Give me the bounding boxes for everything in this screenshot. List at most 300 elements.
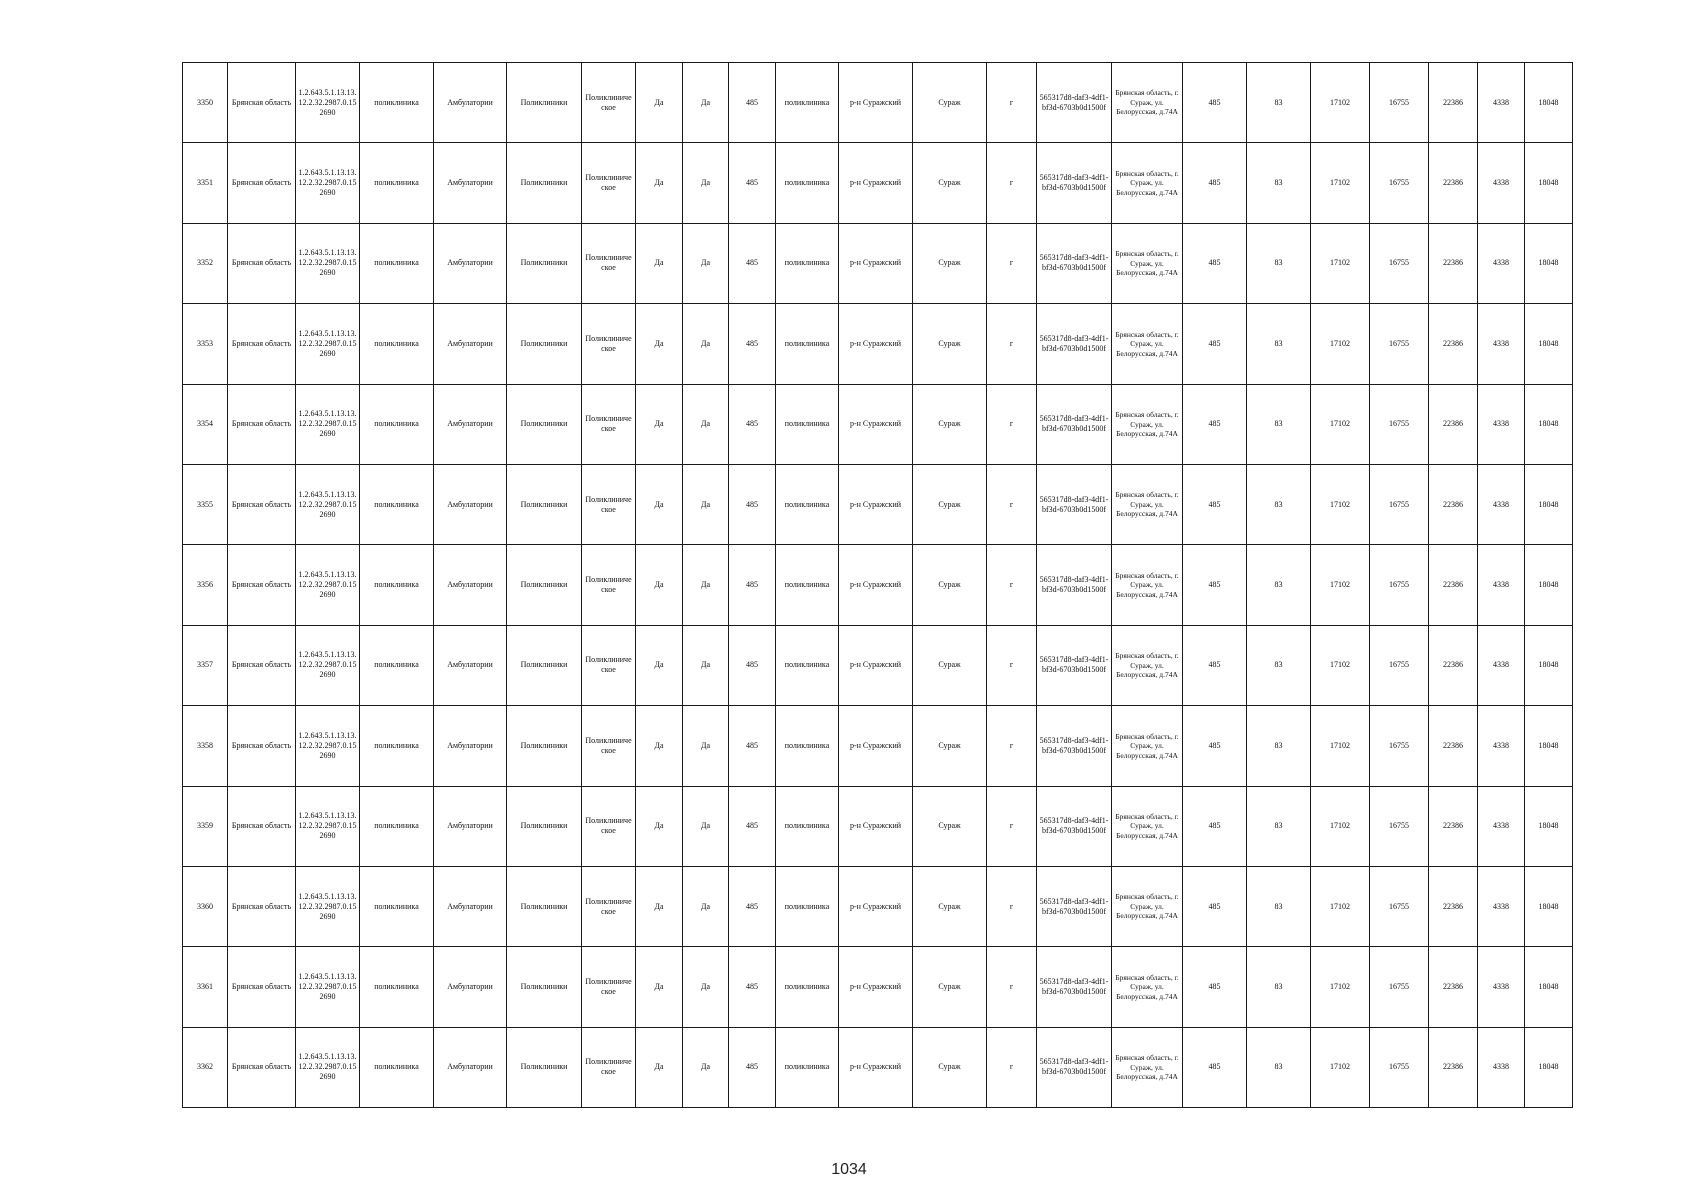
value1-cell: 485 <box>1183 384 1247 464</box>
guid-cell: 565317d8-daf3-4df1-bf3d-6703b0d1500f <box>1037 947 1112 1027</box>
value2-cell: 83 <box>1247 464 1311 544</box>
value7-cell: 18048 <box>1525 545 1573 625</box>
value6-cell: 4338 <box>1478 143 1525 223</box>
value3-cell: 17102 <box>1311 464 1370 544</box>
flag1-cell: Да <box>636 947 683 1027</box>
value3-cell: 17102 <box>1311 304 1370 384</box>
category-cell: Амбулатории <box>434 866 507 946</box>
category-cell: Амбулатории <box>434 786 507 866</box>
region-cell: Брянская область <box>228 866 296 946</box>
city-type-cell: г <box>987 223 1037 303</box>
city-cell: Сураж <box>913 143 987 223</box>
table-row <box>183 464 1573 544</box>
row-number: 3353 <box>183 304 228 384</box>
address-cell: Брянская область, г. Сураж, ул. Белорусская, д.74А <box>1112 786 1183 866</box>
table-row <box>183 866 1573 946</box>
address-cell: Брянская область, г. Сураж, ул. Белорусская, д.74А <box>1112 143 1183 223</box>
unit-cell: поликлиника <box>776 786 839 866</box>
type-cell: Поликлиники <box>507 866 582 946</box>
address-cell: Брянская область, г. Сураж, ул. Белорусская, д.74А <box>1112 947 1183 1027</box>
profile-cell: Поликлиническое <box>582 545 636 625</box>
city-type-cell: г <box>987 63 1037 143</box>
guid-cell: 565317d8-daf3-4df1-bf3d-6703b0d1500f <box>1037 223 1112 303</box>
guid-cell: 565317d8-daf3-4df1-bf3d-6703b0d1500f <box>1037 384 1112 464</box>
value1-cell: 485 <box>1183 625 1247 705</box>
value2-cell: 83 <box>1247 304 1311 384</box>
city-cell: Сураж <box>913 464 987 544</box>
district-cell: р-н Суражский <box>839 786 913 866</box>
unit-cell: поликлиника <box>776 866 839 946</box>
value6-cell: 4338 <box>1478 786 1525 866</box>
city-cell: Сураж <box>913 384 987 464</box>
oid-cell: 1.2.643.5.1.13.13.12.2.32.2987.0.152690 <box>296 464 360 544</box>
value6-cell: 4338 <box>1478 947 1525 1027</box>
region-cell: Брянская область <box>228 304 296 384</box>
district-cell: р-н Суражский <box>839 143 913 223</box>
unit-cell: поликлиника <box>776 545 839 625</box>
value1-cell: 485 <box>1183 1027 1247 1107</box>
value3-cell: 17102 <box>1311 1027 1370 1107</box>
unit-cell: поликлиника <box>776 1027 839 1107</box>
district-cell: р-н Суражский <box>839 464 913 544</box>
row-number: 3352 <box>183 223 228 303</box>
code-cell: 485 <box>729 947 776 1027</box>
value2-cell: 83 <box>1247 625 1311 705</box>
code-cell: 485 <box>729 464 776 544</box>
city-cell: Сураж <box>913 866 987 946</box>
address-cell: Брянская область, г. Сураж, ул. Белорусская, д.74А <box>1112 706 1183 786</box>
city-cell: Сураж <box>913 545 987 625</box>
data-table-sheet <box>182 62 1568 1108</box>
code-cell: 485 <box>729 1027 776 1107</box>
district-cell: р-н Суражский <box>839 1027 913 1107</box>
type-cell: Поликлиники <box>507 1027 582 1107</box>
value5-cell: 22386 <box>1429 947 1478 1027</box>
table-row <box>183 545 1573 625</box>
kind-cell: поликлиника <box>360 304 434 384</box>
kind-cell: поликлиника <box>360 464 434 544</box>
flag1-cell: Да <box>636 384 683 464</box>
region-cell: Брянская область <box>228 545 296 625</box>
guid-cell: 565317d8-daf3-4df1-bf3d-6703b0d1500f <box>1037 545 1112 625</box>
value3-cell: 17102 <box>1311 63 1370 143</box>
flag1-cell: Да <box>636 464 683 544</box>
table-row <box>183 947 1573 1027</box>
address-cell: Брянская область, г. Сураж, ул. Белорусская, д.74А <box>1112 866 1183 946</box>
table-body <box>183 63 1573 1108</box>
region-cell: Брянская область <box>228 706 296 786</box>
value5-cell: 22386 <box>1429 625 1478 705</box>
unit-cell: поликлиника <box>776 63 839 143</box>
kind-cell: поликлиника <box>360 866 434 946</box>
row-number: 3356 <box>183 545 228 625</box>
row-number: 3357 <box>183 625 228 705</box>
value3-cell: 17102 <box>1311 706 1370 786</box>
value5-cell: 22386 <box>1429 63 1478 143</box>
value4-cell: 16755 <box>1370 304 1429 384</box>
guid-cell: 565317d8-daf3-4df1-bf3d-6703b0d1500f <box>1037 143 1112 223</box>
kind-cell: поликлиника <box>360 625 434 705</box>
city-cell: Сураж <box>913 706 987 786</box>
address-cell: Брянская область, г. Сураж, ул. Белорусская, д.74А <box>1112 223 1183 303</box>
region-cell: Брянская область <box>228 786 296 866</box>
value4-cell: 16755 <box>1370 545 1429 625</box>
value4-cell: 16755 <box>1370 947 1429 1027</box>
records-table <box>182 62 1573 1108</box>
row-number: 3361 <box>183 947 228 1027</box>
city-type-cell: г <box>987 786 1037 866</box>
region-cell: Брянская область <box>228 143 296 223</box>
value4-cell: 16755 <box>1370 786 1429 866</box>
profile-cell: Поликлиническое <box>582 304 636 384</box>
flag1-cell: Да <box>636 866 683 946</box>
profile-cell: Поликлиническое <box>582 223 636 303</box>
city-cell: Сураж <box>913 304 987 384</box>
value1-cell: 485 <box>1183 464 1247 544</box>
profile-cell: Поликлиническое <box>582 866 636 946</box>
flag2-cell: Да <box>683 786 729 866</box>
flag1-cell: Да <box>636 223 683 303</box>
flag1-cell: Да <box>636 545 683 625</box>
value1-cell: 485 <box>1183 63 1247 143</box>
code-cell: 485 <box>729 63 776 143</box>
row-number: 3362 <box>183 1027 228 1107</box>
value7-cell: 18048 <box>1525 464 1573 544</box>
district-cell: р-н Суражский <box>839 384 913 464</box>
region-cell: Брянская область <box>228 384 296 464</box>
flag2-cell: Да <box>683 143 729 223</box>
address-cell: Брянская область, г. Сураж, ул. Белорусская, д.74А <box>1112 1027 1183 1107</box>
district-cell: р-н Суражский <box>839 947 913 1027</box>
category-cell: Амбулатории <box>434 143 507 223</box>
value4-cell: 16755 <box>1370 63 1429 143</box>
flag1-cell: Да <box>636 63 683 143</box>
value6-cell: 4338 <box>1478 706 1525 786</box>
kind-cell: поликлиника <box>360 143 434 223</box>
value4-cell: 16755 <box>1370 384 1429 464</box>
value2-cell: 83 <box>1247 866 1311 946</box>
unit-cell: поликлиника <box>776 384 839 464</box>
value3-cell: 17102 <box>1311 947 1370 1027</box>
flag2-cell: Да <box>683 1027 729 1107</box>
row-number: 3351 <box>183 143 228 223</box>
category-cell: Амбулатории <box>434 1027 507 1107</box>
city-type-cell: г <box>987 384 1037 464</box>
value1-cell: 485 <box>1183 143 1247 223</box>
value5-cell: 22386 <box>1429 786 1478 866</box>
flag1-cell: Да <box>636 1027 683 1107</box>
city-cell: Сураж <box>913 947 987 1027</box>
flag1-cell: Да <box>636 786 683 866</box>
value7-cell: 18048 <box>1525 866 1573 946</box>
value7-cell: 18048 <box>1525 947 1573 1027</box>
city-cell: Сураж <box>913 63 987 143</box>
region-cell: Брянская область <box>228 223 296 303</box>
value3-cell: 17102 <box>1311 223 1370 303</box>
value2-cell: 83 <box>1247 706 1311 786</box>
city-type-cell: г <box>987 545 1037 625</box>
value5-cell: 22386 <box>1429 304 1478 384</box>
value7-cell: 18048 <box>1525 304 1573 384</box>
city-type-cell: г <box>987 866 1037 946</box>
guid-cell: 565317d8-daf3-4df1-bf3d-6703b0d1500f <box>1037 866 1112 946</box>
city-cell: Сураж <box>913 625 987 705</box>
type-cell: Поликлиники <box>507 786 582 866</box>
profile-cell: Поликлиническое <box>582 63 636 143</box>
unit-cell: поликлиника <box>776 706 839 786</box>
page-number: 1034 <box>831 1161 867 1178</box>
oid-cell: 1.2.643.5.1.13.13.12.2.32.2987.0.152690 <box>296 786 360 866</box>
profile-cell: Поликлиническое <box>582 625 636 705</box>
district-cell: р-н Суражский <box>839 304 913 384</box>
value3-cell: 17102 <box>1311 143 1370 223</box>
flag2-cell: Да <box>683 464 729 544</box>
value4-cell: 16755 <box>1370 1027 1429 1107</box>
flag2-cell: Да <box>683 545 729 625</box>
code-cell: 485 <box>729 143 776 223</box>
district-cell: р-н Суражский <box>839 625 913 705</box>
value4-cell: 16755 <box>1370 464 1429 544</box>
value1-cell: 485 <box>1183 786 1247 866</box>
profile-cell: Поликлиническое <box>582 384 636 464</box>
address-cell: Брянская область, г. Сураж, ул. Белорусская, д.74А <box>1112 304 1183 384</box>
value4-cell: 16755 <box>1370 143 1429 223</box>
oid-cell: 1.2.643.5.1.13.13.12.2.32.2987.0.152690 <box>296 706 360 786</box>
city-type-cell: г <box>987 625 1037 705</box>
category-cell: Амбулатории <box>434 625 507 705</box>
region-cell: Брянская область <box>228 63 296 143</box>
category-cell: Амбулатории <box>434 706 507 786</box>
value7-cell: 18048 <box>1525 63 1573 143</box>
value6-cell: 4338 <box>1478 304 1525 384</box>
city-type-cell: г <box>987 464 1037 544</box>
value7-cell: 18048 <box>1525 223 1573 303</box>
value5-cell: 22386 <box>1429 1027 1478 1107</box>
address-cell: Брянская область, г. Сураж, ул. Белорусская, д.74А <box>1112 545 1183 625</box>
kind-cell: поликлиника <box>360 63 434 143</box>
profile-cell: Поликлиническое <box>582 464 636 544</box>
flag2-cell: Да <box>683 706 729 786</box>
guid-cell: 565317d8-daf3-4df1-bf3d-6703b0d1500f <box>1037 63 1112 143</box>
district-cell: р-н Суражский <box>839 706 913 786</box>
profile-cell: Поликлиническое <box>582 143 636 223</box>
oid-cell: 1.2.643.5.1.13.13.12.2.32.2987.0.152690 <box>296 625 360 705</box>
oid-cell: 1.2.643.5.1.13.13.12.2.32.2987.0.152690 <box>296 143 360 223</box>
district-cell: р-н Суражский <box>839 63 913 143</box>
type-cell: Поликлиники <box>507 304 582 384</box>
table-row <box>183 706 1573 786</box>
guid-cell: 565317d8-daf3-4df1-bf3d-6703b0d1500f <box>1037 706 1112 786</box>
value5-cell: 22386 <box>1429 866 1478 946</box>
oid-cell: 1.2.643.5.1.13.13.12.2.32.2987.0.152690 <box>296 545 360 625</box>
table-row <box>183 304 1573 384</box>
value6-cell: 4338 <box>1478 545 1525 625</box>
type-cell: Поликлиники <box>507 545 582 625</box>
flag2-cell: Да <box>683 866 729 946</box>
city-cell: Сураж <box>913 223 987 303</box>
district-cell: р-н Суражский <box>839 866 913 946</box>
value3-cell: 17102 <box>1311 545 1370 625</box>
value7-cell: 18048 <box>1525 786 1573 866</box>
value3-cell: 17102 <box>1311 866 1370 946</box>
kind-cell: поликлиника <box>360 223 434 303</box>
guid-cell: 565317d8-daf3-4df1-bf3d-6703b0d1500f <box>1037 1027 1112 1107</box>
address-cell: Брянская область, г. Сураж, ул. Белорусская, д.74А <box>1112 384 1183 464</box>
row-number: 3359 <box>183 786 228 866</box>
code-cell: 485 <box>729 384 776 464</box>
value2-cell: 83 <box>1247 223 1311 303</box>
guid-cell: 565317d8-daf3-4df1-bf3d-6703b0d1500f <box>1037 786 1112 866</box>
table-row <box>183 63 1573 143</box>
value7-cell: 18048 <box>1525 625 1573 705</box>
row-number: 3360 <box>183 866 228 946</box>
kind-cell: поликлиника <box>360 786 434 866</box>
city-type-cell: г <box>987 143 1037 223</box>
value5-cell: 22386 <box>1429 384 1478 464</box>
value2-cell: 83 <box>1247 63 1311 143</box>
profile-cell: Поликлиническое <box>582 1027 636 1107</box>
value7-cell: 18048 <box>1525 384 1573 464</box>
unit-cell: поликлиника <box>776 304 839 384</box>
table-row <box>183 786 1573 866</box>
flag2-cell: Да <box>683 304 729 384</box>
type-cell: Поликлиники <box>507 143 582 223</box>
flag2-cell: Да <box>683 947 729 1027</box>
city-type-cell: г <box>987 304 1037 384</box>
value2-cell: 83 <box>1247 1027 1311 1107</box>
flag2-cell: Да <box>683 63 729 143</box>
table-row <box>183 1027 1573 1107</box>
type-cell: Поликлиники <box>507 706 582 786</box>
value5-cell: 22386 <box>1429 223 1478 303</box>
oid-cell: 1.2.643.5.1.13.13.12.2.32.2987.0.152690 <box>296 384 360 464</box>
region-cell: Брянская область <box>228 947 296 1027</box>
value4-cell: 16755 <box>1370 866 1429 946</box>
address-cell: Брянская область, г. Сураж, ул. Белорусская, д.74А <box>1112 464 1183 544</box>
value1-cell: 485 <box>1183 304 1247 384</box>
table-row <box>183 625 1573 705</box>
value2-cell: 83 <box>1247 143 1311 223</box>
city-cell: Сураж <box>913 1027 987 1107</box>
oid-cell: 1.2.643.5.1.13.13.12.2.32.2987.0.152690 <box>296 223 360 303</box>
flag1-cell: Да <box>636 143 683 223</box>
row-number: 3354 <box>183 384 228 464</box>
city-type-cell: г <box>987 706 1037 786</box>
value1-cell: 485 <box>1183 706 1247 786</box>
value3-cell: 17102 <box>1311 625 1370 705</box>
value4-cell: 16755 <box>1370 223 1429 303</box>
table-row <box>183 223 1573 303</box>
value6-cell: 4338 <box>1478 625 1525 705</box>
value2-cell: 83 <box>1247 786 1311 866</box>
region-cell: Брянская область <box>228 464 296 544</box>
value1-cell: 485 <box>1183 947 1247 1027</box>
row-number: 3358 <box>183 706 228 786</box>
kind-cell: поликлиника <box>360 545 434 625</box>
category-cell: Амбулатории <box>434 384 507 464</box>
city-type-cell: г <box>987 947 1037 1027</box>
value1-cell: 485 <box>1183 545 1247 625</box>
value3-cell: 17102 <box>1311 384 1370 464</box>
value3-cell: 17102 <box>1311 786 1370 866</box>
value2-cell: 83 <box>1247 947 1311 1027</box>
flag1-cell: Да <box>636 304 683 384</box>
code-cell: 485 <box>729 706 776 786</box>
code-cell: 485 <box>729 223 776 303</box>
row-number: 3355 <box>183 464 228 544</box>
code-cell: 485 <box>729 625 776 705</box>
value5-cell: 22386 <box>1429 706 1478 786</box>
value4-cell: 16755 <box>1370 706 1429 786</box>
oid-cell: 1.2.643.5.1.13.13.12.2.32.2987.0.152690 <box>296 866 360 946</box>
guid-cell: 565317d8-daf3-4df1-bf3d-6703b0d1500f <box>1037 625 1112 705</box>
table-row <box>183 384 1573 464</box>
code-cell: 485 <box>729 545 776 625</box>
type-cell: Поликлиники <box>507 223 582 303</box>
category-cell: Амбулатории <box>434 464 507 544</box>
flag1-cell: Да <box>636 625 683 705</box>
value4-cell: 16755 <box>1370 625 1429 705</box>
flag2-cell: Да <box>683 625 729 705</box>
value7-cell: 18048 <box>1525 143 1573 223</box>
guid-cell: 565317d8-daf3-4df1-bf3d-6703b0d1500f <box>1037 464 1112 544</box>
value5-cell: 22386 <box>1429 464 1478 544</box>
unit-cell: поликлиника <box>776 223 839 303</box>
value2-cell: 83 <box>1247 545 1311 625</box>
flag2-cell: Да <box>683 223 729 303</box>
type-cell: Поликлиники <box>507 63 582 143</box>
address-cell: Брянская область, г. Сураж, ул. Белорусская, д.74А <box>1112 625 1183 705</box>
type-cell: Поликлиники <box>507 384 582 464</box>
kind-cell: поликлиника <box>360 384 434 464</box>
kind-cell: поликлиника <box>360 1027 434 1107</box>
value7-cell: 18048 <box>1525 706 1573 786</box>
table-row <box>183 143 1573 223</box>
value6-cell: 4338 <box>1478 464 1525 544</box>
type-cell: Поликлиники <box>507 464 582 544</box>
district-cell: р-н Суражский <box>839 223 913 303</box>
unit-cell: поликлиника <box>776 947 839 1027</box>
value6-cell: 4338 <box>1478 866 1525 946</box>
value6-cell: 4338 <box>1478 63 1525 143</box>
value7-cell: 18048 <box>1525 1027 1573 1107</box>
address-cell: Брянская область, г. Сураж, ул. Белорусская, д.74А <box>1112 63 1183 143</box>
code-cell: 485 <box>729 304 776 384</box>
oid-cell: 1.2.643.5.1.13.13.12.2.32.2987.0.152690 <box>296 1027 360 1107</box>
profile-cell: Поликлиническое <box>582 786 636 866</box>
type-cell: Поликлиники <box>507 947 582 1027</box>
oid-cell: 1.2.643.5.1.13.13.12.2.32.2987.0.152690 <box>296 947 360 1027</box>
type-cell: Поликлиники <box>507 625 582 705</box>
value5-cell: 22386 <box>1429 143 1478 223</box>
value1-cell: 485 <box>1183 223 1247 303</box>
region-cell: Брянская область <box>228 625 296 705</box>
value6-cell: 4338 <box>1478 384 1525 464</box>
category-cell: Амбулатории <box>434 545 507 625</box>
guid-cell: 565317d8-daf3-4df1-bf3d-6703b0d1500f <box>1037 304 1112 384</box>
city-type-cell: г <box>987 1027 1037 1107</box>
flag2-cell: Да <box>683 384 729 464</box>
district-cell: р-н Суражский <box>839 545 913 625</box>
value2-cell: 83 <box>1247 384 1311 464</box>
value5-cell: 22386 <box>1429 545 1478 625</box>
unit-cell: поликлиника <box>776 625 839 705</box>
row-number: 3350 <box>183 63 228 143</box>
kind-cell: поликлиника <box>360 706 434 786</box>
value1-cell: 485 <box>1183 866 1247 946</box>
category-cell: Амбулатории <box>434 947 507 1027</box>
kind-cell: поликлиника <box>360 947 434 1027</box>
